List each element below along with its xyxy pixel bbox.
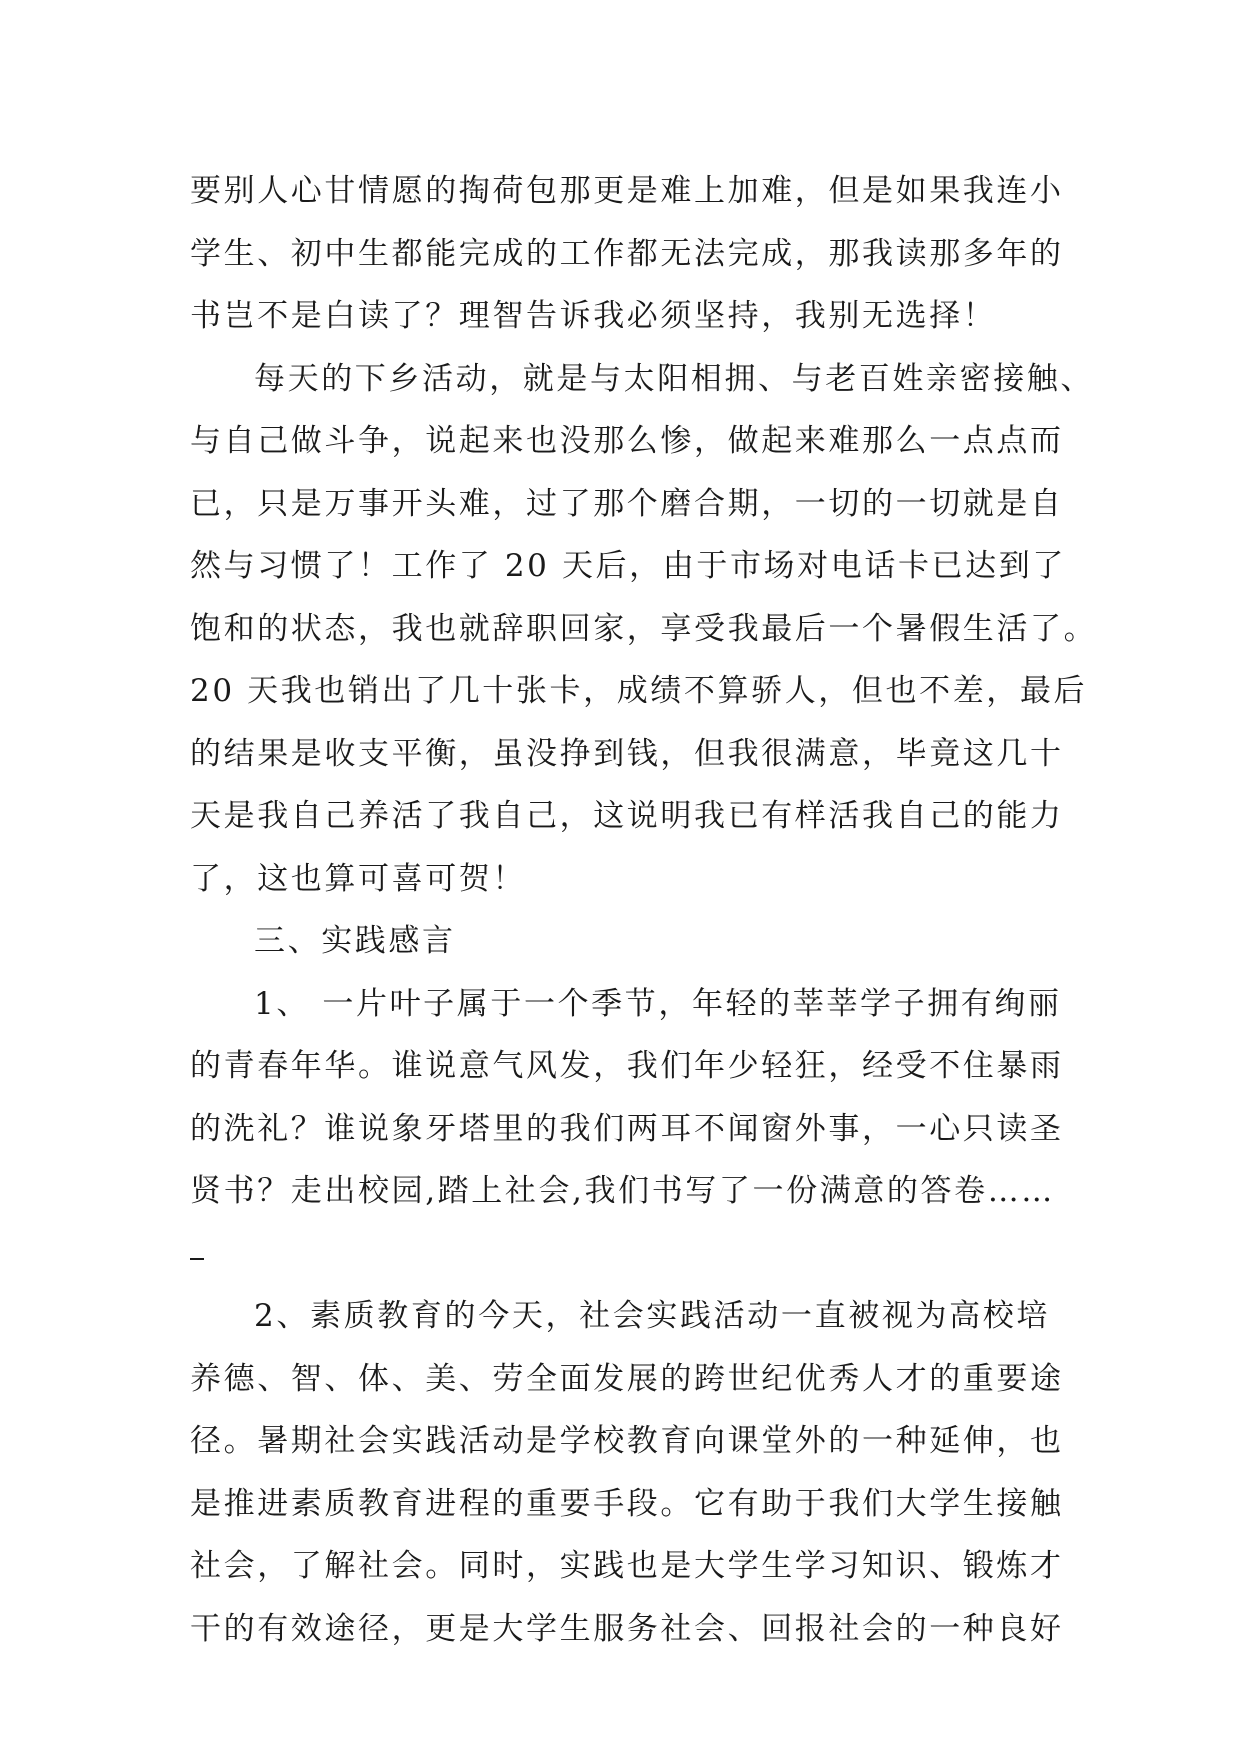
text-line: 天是我自己养活了我自己，这说明我已有样活我自己的能力 xyxy=(190,798,1064,834)
paragraph-first-line: 每天的下乡活动，就是与太阳相拥、与老百姓亲密接触、 xyxy=(254,360,1094,397)
text-line: 的结果是收支平衡，虽没挣到钱，但我很满意，毕竟这几十 xyxy=(190,735,1064,772)
text-line: 干的有效途径，更是大学生服务社会、回报社会的一种良好 xyxy=(190,1610,1064,1647)
text-line: 社会，了解社会。同时，实践也是大学生学习知识、锻炼才 xyxy=(190,1548,1064,1584)
paragraph-first-line: 1、 一片叶子属于一个季节，年轻的莘莘学子拥有绚丽 xyxy=(254,985,1062,1022)
text-line: 的洗礼？谁说象牙塔里的我们两耳不闻窗外事，一心只读圣 xyxy=(190,1110,1064,1147)
text-line: 书岂不是白读了？理智告诉我必须坚持，我别无选择！ xyxy=(190,298,997,334)
text-line: 与自己做斗争，说起来也没那么惨，做起来难那么一点点而 xyxy=(190,423,1064,459)
dash-mark xyxy=(190,1258,204,1260)
text-line: 贤书？走出校园,踏上社会,我们书写了一份满意的答卷…… xyxy=(190,1173,1055,1209)
text-line: 径。暑期社会实践活动是学校教育向课堂外的一种延伸，也 xyxy=(190,1423,1064,1459)
text-line: 然与习惯了！工作了 20 天后，由于市场对电话卡已达到了 xyxy=(190,548,1066,584)
text-line: 要别人心甘情愿的掏荷包那更是难上加难，但是如果我连小 xyxy=(190,173,1064,209)
text-line: 养德、智、体、美、劳全面发展的跨世纪优秀人才的重要途 xyxy=(190,1360,1064,1397)
text-line: 学生、初中生都能完成的工作都无法完成，那我读那多年的 xyxy=(190,235,1064,272)
text-line: 已，只是万事开头难，过了那个磨合期，一切的一切就是自 xyxy=(190,485,1064,522)
text-line: 了，这也算可喜可贺！ xyxy=(190,860,526,897)
text-line: 的青春年华。谁说意气风发，我们年少轻狂，经受不住暴雨 xyxy=(190,1048,1064,1084)
paragraph-first-line: 2、素质教育的今天，社会实践活动一直被视为高校培 xyxy=(254,1298,1050,1334)
dash-line xyxy=(190,1223,1050,1286)
text-line: 20 天我也销出了几十张卡，成绩不算骄人，但也不差，最后 xyxy=(190,673,1088,709)
text-line: 饱和的状态，我也就辞职回家，享受我最后一个暑假生活了。 xyxy=(190,610,1098,647)
body-text xyxy=(190,160,1098,1660)
section-heading: 三、实践感言 xyxy=(254,923,456,959)
text-line: 是推进素质教育进程的重要手段。它有助于我们大学生接触 xyxy=(190,1485,1064,1522)
